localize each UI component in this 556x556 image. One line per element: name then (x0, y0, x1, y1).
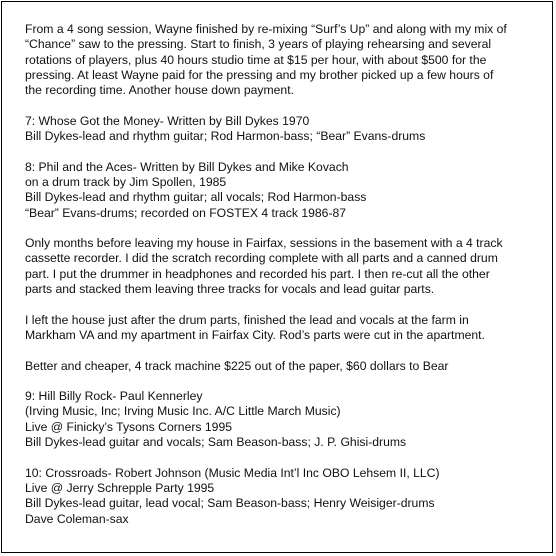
text-line: cassette recorder. I did the scratch recording complete with all parts and a canned drum (25, 251, 498, 266)
text-line: “Chance” saw to the pressing. Start to finish, 3 years of playing rehearsing and several (25, 37, 492, 52)
track-title: 9: Hill Billy Rock- Paul Kennerley (25, 389, 203, 404)
track-title: 8: Phil and the Aces- Written by Bill Dykes and Mike Kovach (25, 159, 349, 174)
track-personnel: Bill Dykes-lead guitar, lead vocal; Sam Beason-bass; Henry Weisiger-drums (25, 496, 435, 511)
paragraph-fairfax-sessions (25, 236, 540, 297)
track-personnel: Dave Coleman-sax (25, 511, 129, 526)
text-line: From a 4 song session, Wayne finished by re-mixing “Surf’s Up” and along with my mix of (25, 22, 507, 36)
track-personnel: “Bear” Evans-drums; recorded on FOSTEX 4 track 1986-87 (25, 205, 347, 220)
text-line: part. I put the drummer in headphones and recorded his part. I then re-cut all the other (25, 266, 490, 281)
track-personnel: Bill Dykes-lead and rhythm guitar; Rod Harmon-bass; “Bear” Evans-drums (25, 129, 426, 144)
track-title: 10: Crossroads- Robert Johnson (Music Media Int’l Inc OBO Lehsem II, LLC) (25, 465, 440, 480)
track-personnel: Bill Dykes-lead guitar and vocals; Sam Beason-bass; J. P. Ghisi-drums (25, 435, 407, 450)
document-page (1, 1, 553, 553)
text-line: parts and stacked them leaving three tracks for vocals and lead guitar parts. (25, 282, 435, 297)
track-venue: Live @ Finicky’s Tysons Corners 1995 (25, 419, 233, 434)
text-line: Markham VA and my apartment in Fairfax City. Rod’s parts were cut in the apartment. (25, 327, 485, 342)
text-line: I left the house just after the drum parts, finished the lead and vocals at the farm in (25, 312, 469, 327)
text-line: Only months before leaving my house in Fairfax, sessions in the basement with a 4 track (25, 236, 503, 251)
track-venue: Live @ Jerry Schrepple Party 1995 (25, 480, 215, 495)
track-publisher: (Irving Music, Inc; Irving Music Inc. A/C Little March Music) (25, 404, 341, 419)
track-8-credits (25, 160, 540, 221)
text-line: pressing. At least Wayne paid for the pressing and my brother picked up a few hours of (25, 67, 494, 82)
text-line: the recording time. Another house down payment. (25, 83, 294, 98)
paragraph-farm-apartment (25, 313, 540, 344)
text-line: rotations of players, plus 40 hours studio time at $15 per hour, with about $500 for the (25, 52, 487, 67)
document-text (25, 22, 540, 542)
track-10-credits (25, 466, 540, 527)
track-title: 7: Whose Got the Money- Written by Bill Dykes 1970 (25, 113, 310, 128)
paragraph-cost-note (25, 359, 540, 374)
text-line: Better and cheaper, 4 track machine $225 out of the paper, $60 dollars to Bear (25, 358, 449, 373)
track-9-credits (25, 389, 540, 450)
track-personnel: Bill Dykes-lead and rhythm guitar; all vocals; Rod Harmon-bass (25, 190, 367, 205)
track-7-credits (25, 114, 540, 145)
paragraph-recording-history (25, 22, 540, 98)
track-note: on a drum track by Jim Spollen, 1985 (25, 174, 227, 189)
